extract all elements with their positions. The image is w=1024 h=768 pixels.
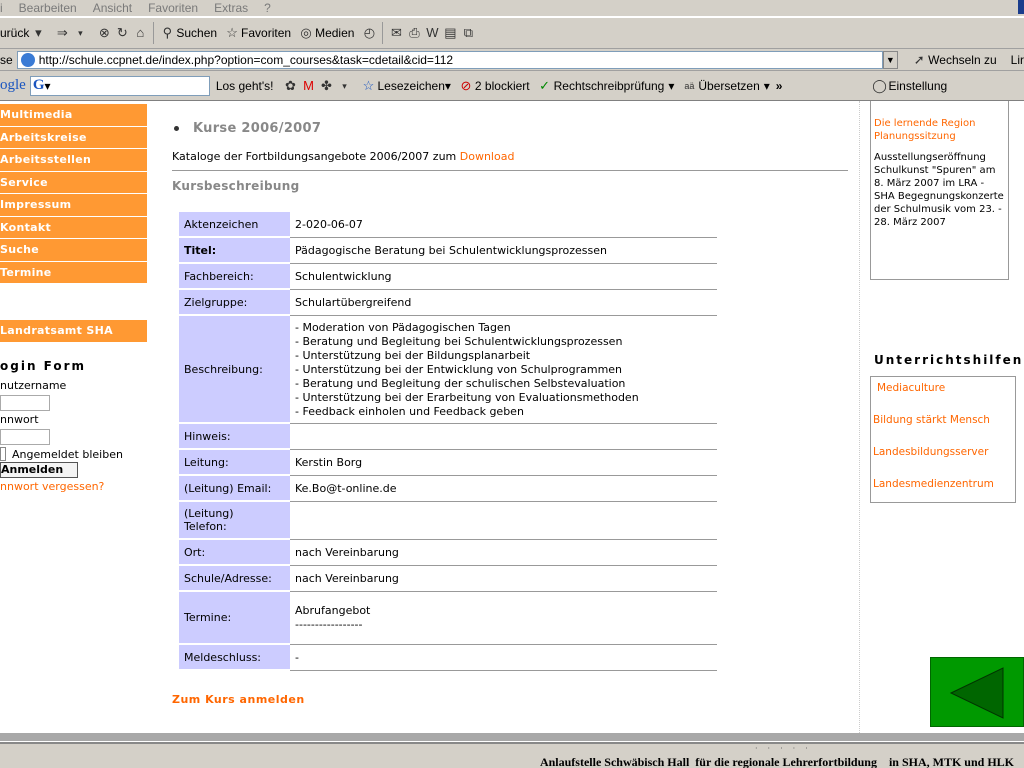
row-value: Ke.Bo@t-online.de — [290, 476, 717, 502]
google-g-icon: G — [32, 77, 45, 93]
blocked-icon: ⊘ — [460, 77, 472, 93]
table-row — [179, 502, 717, 540]
mail-icon[interactable]: ✉ — [390, 25, 402, 40]
google-search-input[interactable] — [30, 76, 210, 96]
table-row — [179, 540, 717, 566]
row-value — [290, 424, 717, 450]
table-row — [179, 316, 717, 424]
table-row — [179, 238, 717, 264]
login-button[interactable]: Anmelden — [0, 462, 78, 478]
footer-decoration: ····· — [755, 744, 818, 753]
url-field[interactable] — [17, 51, 883, 69]
row-label: Zielgruppe: — [179, 290, 290, 316]
link-mediaculture[interactable]: Mediaculture — [877, 382, 946, 394]
refresh-icon[interactable]: ↻ — [116, 25, 128, 40]
menu-item-tools[interactable]: Extras — [214, 1, 249, 15]
register-course-link[interactable]: Zum Kurs anmelden — [172, 693, 305, 706]
windows-logo — [1018, 0, 1024, 14]
section-title: Kursbeschreibung — [172, 179, 300, 193]
row-value: - — [290, 645, 717, 671]
word-icon[interactable]: W — [426, 25, 439, 40]
row-value: 2-020-06-07 — [290, 212, 717, 238]
news-box — [870, 101, 1009, 280]
row-value: Schulartübergreifend — [290, 290, 717, 316]
table-row — [179, 645, 717, 671]
settings-button[interactable]: ◯ Einstellung — [872, 77, 948, 93]
menu-item-edit[interactable]: Bearbeiten — [18, 1, 77, 15]
nav-item-arbeitskreise[interactable]: Arbeitskreise — [0, 127, 147, 150]
row-value: nach Vereinbarung — [290, 566, 717, 592]
back-triangle-icon — [949, 666, 1005, 720]
row-label: Schule/Adresse: — [179, 566, 290, 592]
gmail-icon[interactable]: M — [303, 77, 314, 93]
popup-blocker-button[interactable]: ⊘ 2 blockiert — [457, 77, 530, 95]
google-go-button[interactable]: Los geht's! — [215, 78, 274, 93]
forgot-password-link[interactable]: nnwort vergessen? — [0, 480, 105, 493]
stop-icon[interactable]: ⊗ — [98, 25, 110, 40]
forward-button[interactable] — [53, 24, 89, 42]
password-label: nnwort — [0, 413, 39, 426]
bookmarks-button[interactable]: ☆ Lesezeichen ▾ — [360, 77, 451, 95]
nav-item-kontakt[interactable]: Kontakt — [0, 217, 147, 240]
print-icon[interactable]: ⎙ — [409, 25, 420, 40]
row-label: (Leitung) Email: — [179, 476, 290, 502]
row-label: Fachbereich: — [179, 264, 290, 290]
news-link[interactable]: Die lernende Region Planungssitzung — [874, 118, 976, 142]
messenger-icon[interactable]: ⧉ — [463, 25, 474, 40]
spellcheck-icon: ✓ — [539, 77, 551, 93]
home-icon[interactable]: ⌂ — [136, 25, 145, 40]
settings-icon: ◯ — [872, 77, 887, 93]
username-label: nutzername — [0, 379, 67, 392]
row-value: nach Vereinbarung — [290, 540, 717, 566]
media-button[interactable]: ◎ Medien — [297, 24, 354, 42]
course-detail-table — [179, 212, 717, 671]
login-title: ogin Form — [0, 359, 87, 373]
nav-item-termine[interactable]: Termine — [0, 262, 147, 285]
row-value: Pädagogische Beratung bei Schulentwicklungsprozessen — [290, 238, 717, 264]
dropdown-arrow-icon: ▾ — [78, 28, 83, 38]
address-label: se — [0, 52, 13, 67]
nav-item-suche[interactable]: Suche — [0, 239, 147, 262]
address-bar — [0, 49, 1024, 71]
favorites-icon: ☆ — [226, 25, 238, 40]
go-button[interactable]: ➚ Wechseln zu — [910, 51, 996, 69]
news-icon[interactable]: ✿ — [285, 77, 296, 93]
table-row — [179, 566, 717, 592]
star-icon: ☆ — [362, 77, 375, 93]
table-row — [179, 450, 717, 476]
row-value — [290, 502, 717, 540]
back-button[interactable]: urück ▾ — [0, 24, 47, 42]
course-heading — [174, 121, 848, 136]
column-divider — [859, 101, 860, 733]
google-logo[interactable]: ogle — [0, 77, 26, 93]
bullet-icon — [174, 126, 179, 131]
spellcheck-button[interactable]: ✓ Rechtschreibprüfung ▾ — [536, 77, 675, 95]
dropdown-arrow-icon: ▾ — [35, 25, 42, 40]
dropdown-arrow-icon: ▾ — [44, 78, 51, 93]
footer-text: Anlaufstelle Schwäbisch Hall für die regionale Lehrerfortbildung in SHA, MTK und HLK — [539, 755, 1014, 768]
page-bottom-bar — [0, 733, 1024, 741]
download-link[interactable]: Download — [459, 150, 515, 163]
dropdown-arrow-icon[interactable]: ▾ — [342, 80, 347, 91]
toolbar-separator — [153, 22, 154, 44]
row-value: Schulentwicklung — [290, 264, 717, 290]
menu-item-help[interactable]: ? — [264, 1, 271, 15]
news-text: Ausstellungseröffnung Schulkunst "Spuren" am 8. März 2007 im LRA - SHA Begegnungskonzerte der Schulmusik vom 23. - 28. März 2007 — [874, 152, 1004, 228]
left-navigation — [0, 104, 147, 343]
row-label: Aktenzeichen — [179, 212, 290, 238]
row-label: Termine: — [179, 592, 290, 645]
browser-toolbar — [0, 17, 1024, 49]
row-label: Titel: — [179, 238, 290, 264]
row-value: Abrufangebot ----------------- — [290, 592, 717, 645]
row-label: (Leitung) Telefon: — [179, 502, 290, 540]
links-label[interactable]: Lir — [1010, 52, 1024, 67]
translate-button[interactable]: aä Übersetzen ▾ — [680, 77, 769, 95]
edit-icon[interactable]: ▤ — [444, 25, 457, 40]
favorites-button[interactable]: ☆ Favoriten — [223, 24, 291, 42]
teaching-aids-title: Unterrichtshilfen — [874, 353, 1024, 367]
url-dropdown-button[interactable]: ▼ — [883, 51, 899, 69]
username-input[interactable] — [0, 395, 50, 411]
translate-icon: aä — [684, 80, 695, 91]
table-row — [179, 592, 717, 645]
web-page — [0, 101, 1024, 733]
menu-item-file[interactable]: i — [0, 1, 3, 15]
link-landesbildungsserver[interactable]: Landesbildungsserver — [873, 446, 989, 458]
more-icon[interactable]: ✤ — [321, 77, 332, 93]
row-label: Meldeschluss: — [179, 645, 290, 671]
dropdown-arrow-icon: ▾ — [444, 78, 451, 93]
dropdown-arrow-icon: ▾ — [763, 78, 770, 93]
toolbar-overflow-button[interactable]: » — [775, 78, 783, 93]
divider — [172, 170, 848, 171]
search-icon: ⚲ — [162, 25, 173, 40]
history-icon[interactable]: ◴ — [363, 25, 376, 40]
nav-item-arbeitsstellen[interactable]: Arbeitsstellen — [0, 149, 147, 172]
row-label: Leitung: — [179, 450, 290, 476]
back-nav-button[interactable] — [930, 657, 1024, 727]
row-label: Ort: — [179, 540, 290, 566]
table-row — [179, 212, 717, 238]
media-icon: ◎ — [300, 25, 312, 40]
main-content — [172, 121, 848, 706]
go-arrow-icon: ➚ — [913, 51, 925, 67]
row-label: Hinweis: — [179, 424, 290, 450]
row-value: Kerstin Borg — [290, 450, 717, 476]
table-row — [179, 424, 717, 450]
forward-arrow-icon: ⇒ — [56, 25, 68, 40]
table-row — [179, 476, 717, 502]
google-toolbar — [0, 71, 1024, 101]
nav-item-service[interactable]: Service — [0, 172, 147, 195]
browser-menubar — [0, 0, 1024, 16]
link-bildung-staerkt-mensch[interactable]: Bildung stärkt Mensch — [873, 414, 990, 426]
nav-item-landratsamt[interactable]: Landratsamt SHA — [0, 320, 147, 343]
course-heading-text: Kurse 2006/2007 — [193, 121, 322, 136]
page-icon — [21, 53, 35, 67]
footer — [0, 742, 1024, 768]
remember-me — [0, 447, 147, 461]
search-button[interactable]: ⚲ Suchen — [158, 24, 217, 42]
row-value: - Moderation von Pädagogischen Tagen - Beratung und Begleitung bei Schulentwicklungsprozessen - Unterstützung bei der Bildungsplanarbeit - Unterstützung bei der Entwicklung von Schulprogrammen - Beratung und Begleitung der schulischen Selbstevaluation - Unterstützung bei der Erarbeitung von Evaluationsmethoden - Feedback einholen und Feedback geben — [290, 316, 717, 424]
remember-checkbox[interactable] — [0, 447, 6, 461]
nav-item-impressum[interactable]: Impressum — [0, 194, 147, 217]
nav-item-multimedia[interactable]: Multimedia — [0, 104, 147, 127]
catalog-text: Kataloge der Fortbildungsangebote 2006/2007 zum — [172, 150, 457, 163]
menu-item-view[interactable]: Ansicht — [92, 1, 133, 15]
remember-label: Angemeldet bleiben — [12, 447, 123, 461]
dropdown-arrow-icon: ▾ — [668, 78, 675, 93]
url-text: http://schule.ccpnet.de/index.php?option=com_courses&task=cdetail&cid=112 — [38, 52, 454, 67]
table-row — [179, 264, 717, 290]
catalog-line — [172, 150, 848, 163]
menu-item-favorites[interactable]: Favoriten — [148, 1, 199, 15]
row-label: Beschreibung: — [179, 316, 290, 424]
password-input[interactable] — [0, 429, 50, 445]
teaching-aids-links — [870, 376, 1016, 503]
login-form — [0, 359, 147, 493]
link-landesmedienzentrum[interactable]: Landesmedienzentrum — [873, 478, 994, 490]
table-row — [179, 290, 717, 316]
toolbar-separator — [382, 22, 383, 44]
